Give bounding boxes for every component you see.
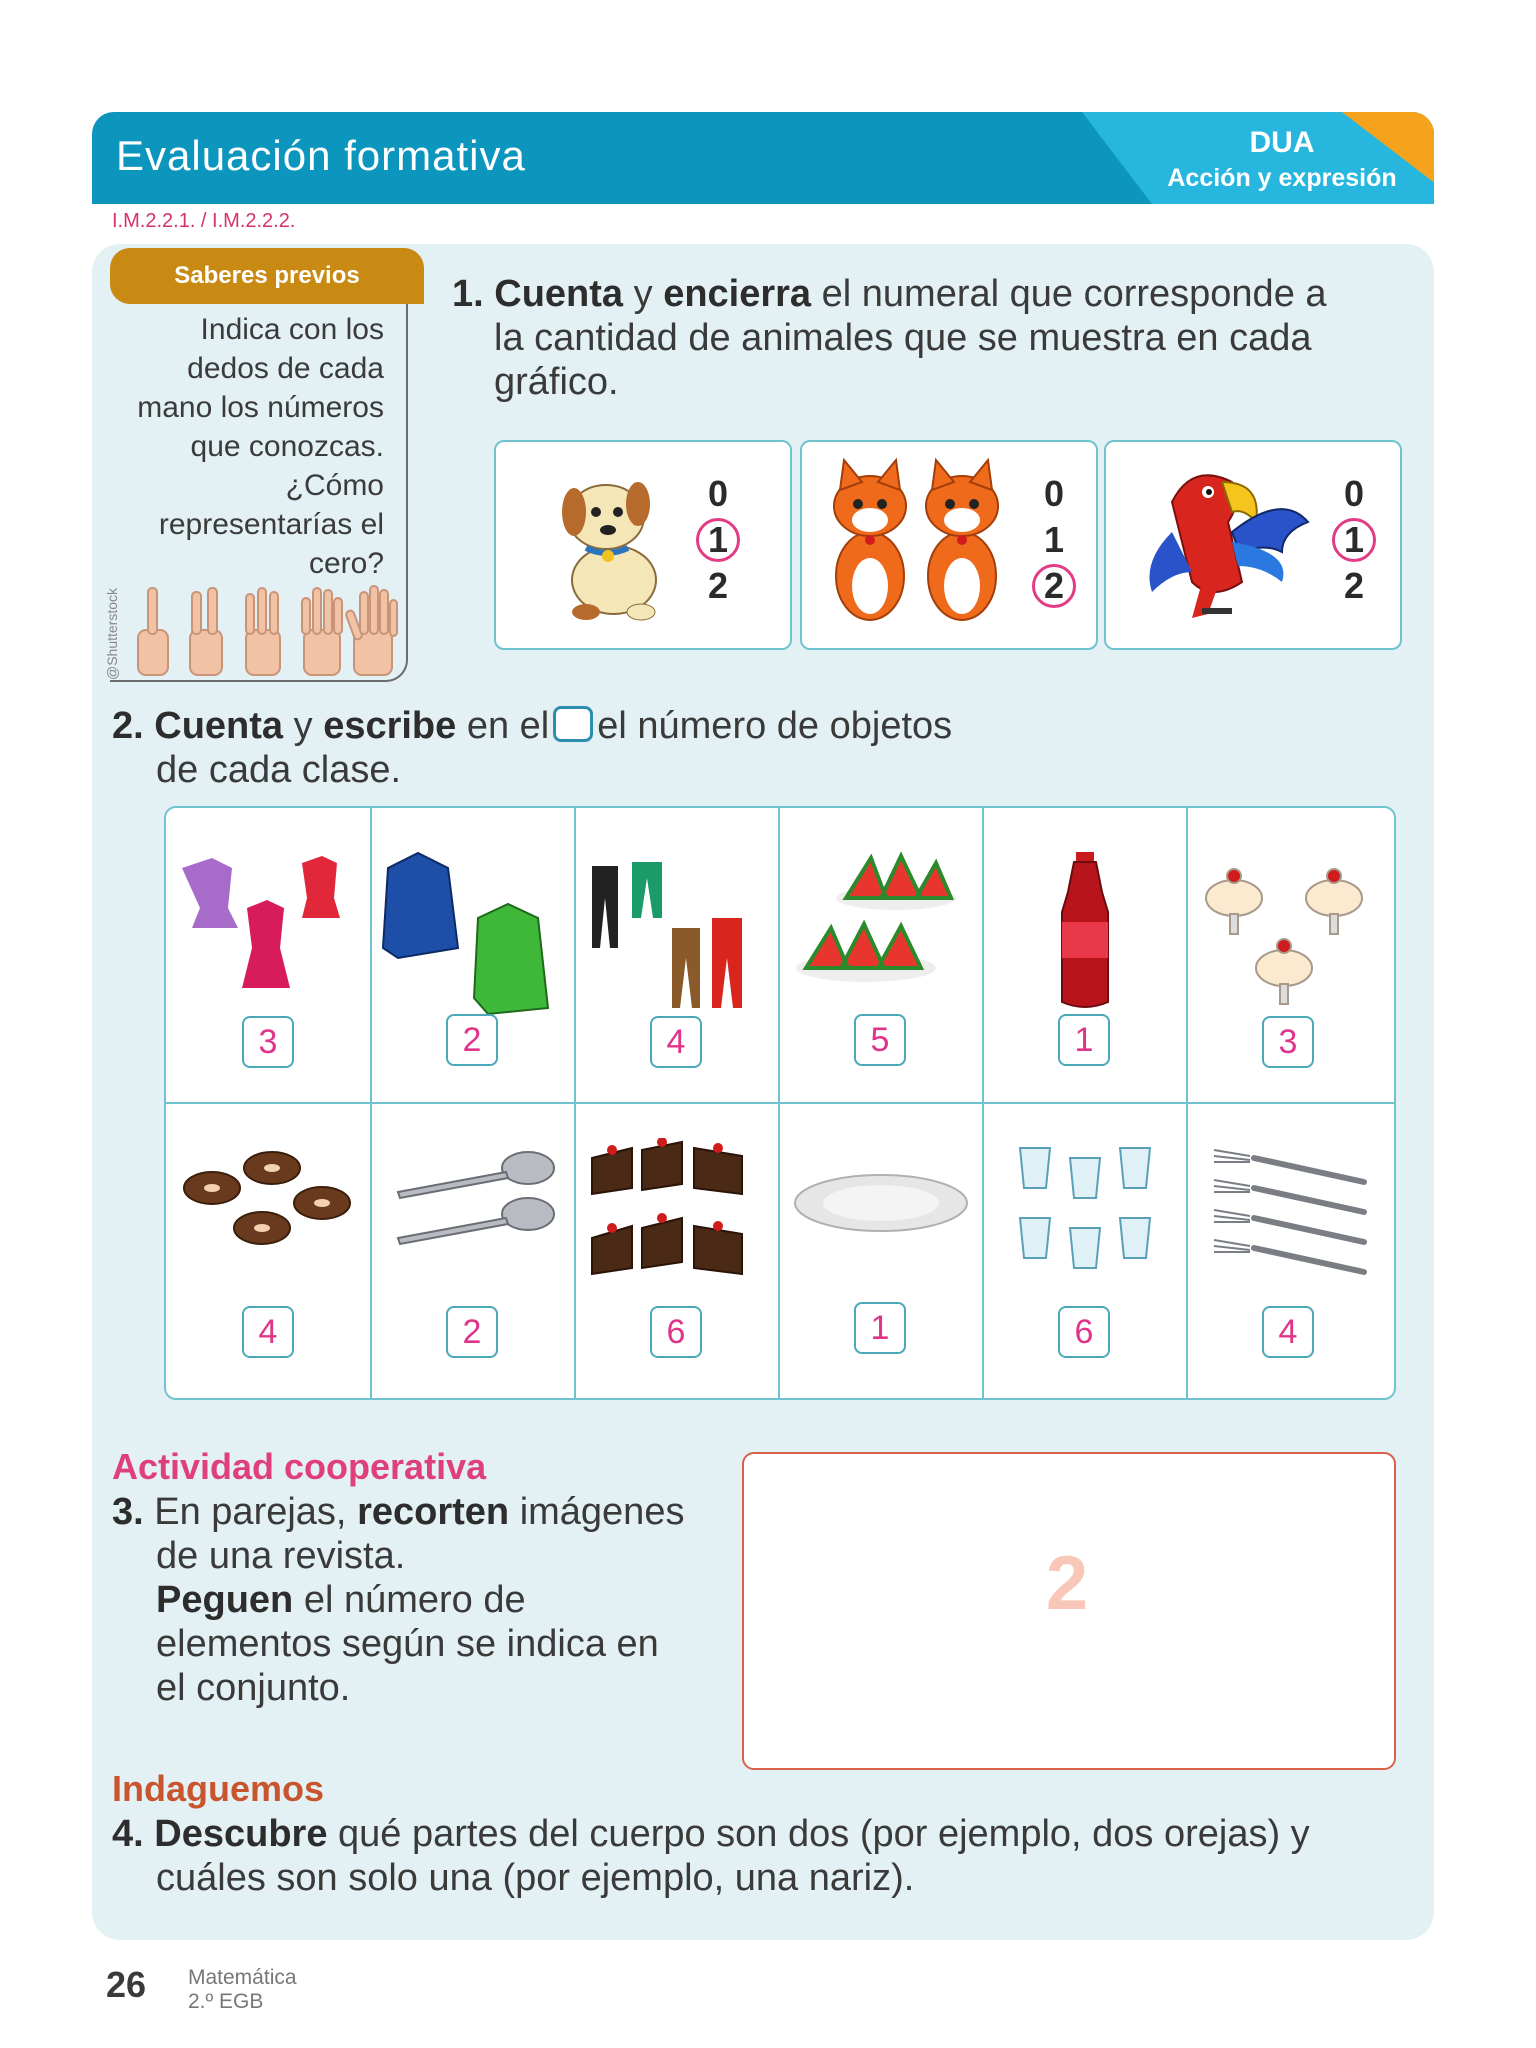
glasses-image	[990, 1138, 1180, 1288]
q2-number: 2.	[112, 705, 144, 747]
answer-box[interactable]: 1	[1058, 1014, 1110, 1066]
q3-text-c: imágenes	[519, 1491, 685, 1533]
objects-grid	[164, 806, 1396, 1400]
cakes-image	[582, 1138, 772, 1288]
parrot-image	[1132, 462, 1312, 622]
q1-rest: el numeral que corresponde a	[821, 273, 1327, 315]
q3-verb-peguen: Peguen	[156, 1579, 294, 1621]
saberes-line: ¿Cómo	[285, 469, 384, 502]
q1-line1	[452, 272, 1402, 316]
header-bar	[92, 112, 1434, 204]
answer-box[interactable]: 6	[1058, 1306, 1110, 1358]
q4-number: 4.	[112, 1813, 144, 1855]
q1-and: y	[633, 273, 653, 315]
option-1-circled[interactable]: 1	[1332, 518, 1376, 562]
q3-line1	[112, 1490, 732, 1534]
q3-line5: el conjunto.	[156, 1667, 351, 1709]
ice-cream-image	[1194, 858, 1384, 1008]
q1-line3: gráfico.	[494, 361, 619, 403]
option-2[interactable]: 2	[707, 565, 729, 606]
q1-verb-cuenta: Cuenta	[494, 273, 624, 315]
footer-subject: Matemática	[188, 1966, 297, 1989]
blouses-image	[172, 848, 362, 998]
inline-answer-box-icon	[553, 706, 593, 742]
hands-counting-image	[128, 580, 398, 680]
q1-number: 1.	[452, 273, 484, 315]
saberes-line: representarías el	[158, 508, 384, 541]
q1-text	[452, 272, 1402, 404]
dog-image	[546, 462, 676, 622]
q2-and: y	[293, 705, 313, 747]
forks-image	[1194, 1148, 1384, 1278]
q2-verb-escribe: escribe	[323, 705, 457, 747]
q2-rest: el número de objetos	[597, 705, 953, 747]
q4-verb-descubre: Descubre	[154, 1813, 328, 1855]
q2-mid: en el	[466, 705, 550, 747]
answer-box[interactable]: 2	[446, 1014, 498, 1066]
answer-box[interactable]: 4	[650, 1016, 702, 1068]
page-title: Evaluación formativa	[116, 132, 526, 179]
donuts-image	[172, 1148, 362, 1258]
answer-box[interactable]: 1	[854, 1302, 906, 1354]
option-1-circled[interactable]: 1	[696, 518, 740, 562]
saberes-line: cero?	[308, 547, 384, 580]
animal-card-parrot	[1104, 440, 1402, 650]
q2-verb-cuenta: Cuenta	[154, 705, 284, 747]
grid-divider	[166, 1102, 1394, 1104]
answer-box[interactable]: 4	[242, 1306, 294, 1358]
q3-verb-recorten: recorten	[357, 1491, 510, 1533]
saberes-line: mano los números	[137, 391, 384, 424]
q3-text-b: el número de	[303, 1579, 526, 1621]
option-2[interactable]: 2	[1343, 565, 1365, 606]
cats-image	[822, 456, 1012, 626]
animal-card-dog	[494, 440, 792, 650]
answer-box[interactable]: 2	[446, 1306, 498, 1358]
dua-title: DUA	[1249, 126, 1315, 159]
q3-text	[112, 1490, 732, 1710]
soda-bottle-image	[990, 852, 1180, 1012]
option-0[interactable]: 0	[1043, 473, 1065, 514]
q4-line1	[112, 1812, 1412, 1856]
plate-image	[786, 1158, 976, 1248]
photo-credit: @Shutterstock	[104, 587, 120, 680]
q4-text	[112, 1812, 1412, 1900]
saberes-line: que conozcas.	[190, 430, 384, 463]
saberes-text	[110, 310, 384, 583]
answer-box[interactable]: 4	[1262, 1306, 1314, 1358]
answer-box[interactable]: 3	[242, 1016, 294, 1068]
q2-text	[112, 704, 1112, 792]
watermelon-image	[786, 848, 976, 998]
paste-area-number: 2	[1045, 1541, 1089, 1626]
saberes-line: Indica con los	[200, 313, 384, 346]
q3-line2: de una revista.	[156, 1535, 406, 1577]
option-0[interactable]: 0	[707, 473, 729, 514]
saberes-line: dedos de cada	[187, 352, 384, 385]
indicator-code: I.M.2.2.1. / I.M.2.2.2.	[112, 210, 296, 232]
animal-card-cats	[800, 440, 1098, 650]
q3-line3	[112, 1578, 732, 1622]
q1-verb-encierra: encierra	[663, 273, 812, 315]
q2-line1	[112, 704, 1112, 748]
q4-rest: qué partes del cuerpo son dos (por ejemplo, dos orejas) y	[338, 1813, 1310, 1855]
coop-title: Actividad cooperativa	[112, 1446, 487, 1487]
indaguemos-title: Indaguemos	[112, 1768, 325, 1809]
option-2-circled[interactable]: 2	[1032, 564, 1076, 608]
answer-box[interactable]: 6	[650, 1306, 702, 1358]
option-1[interactable]: 1	[1043, 519, 1065, 560]
pants-image	[582, 858, 772, 1018]
answer-box[interactable]: 3	[1262, 1016, 1314, 1068]
dua-subtitle: Acción y expresión	[1167, 164, 1397, 192]
page-number: 26	[106, 1964, 147, 2005]
q3-line4: elementos según se indica en	[156, 1623, 659, 1665]
footer-grade: 2.º EGB	[188, 1990, 264, 2013]
saberes-tab: Saberes previos	[110, 248, 424, 304]
spoons-image	[378, 1148, 568, 1258]
q4-line2: cuáles son solo una (por ejemplo, una nariz).	[156, 1857, 915, 1899]
q2-line2: de cada clase.	[156, 749, 402, 791]
jackets-image	[378, 848, 568, 1018]
option-0[interactable]: 0	[1343, 473, 1365, 514]
q3-number: 3.	[112, 1491, 144, 1533]
q1-line2: la cantidad de animales que se muestra en cada	[494, 317, 1312, 359]
answer-box[interactable]: 5	[854, 1014, 906, 1066]
q3-text-a: En parejas,	[154, 1491, 347, 1533]
